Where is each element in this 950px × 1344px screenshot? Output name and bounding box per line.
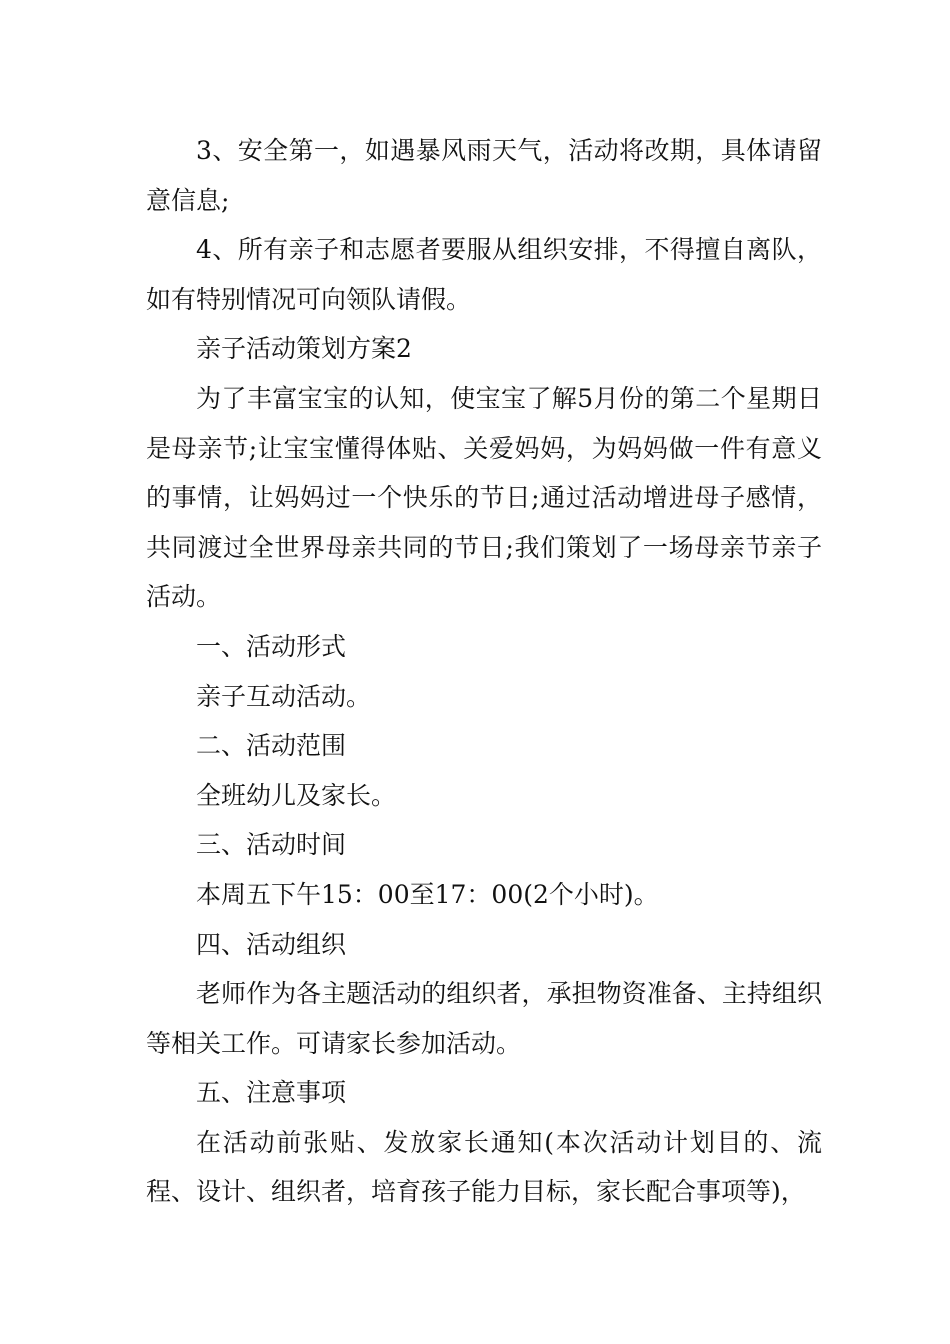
document-body <box>146 126 822 1217</box>
paragraph-activity-scope: 全班幼儿及家长。 <box>196 780 397 810</box>
paragraph-activity-form: 亲子互动活动。 <box>196 681 372 711</box>
section-title-plan-2: 亲子活动策划方案2 <box>196 334 412 364</box>
paragraph-safety-rule-4: 4、所有亲子和志愿者要服从组织安排，不得擅自离队，如有特别情况可向领队请假。 <box>146 235 822 314</box>
paragraph-activity-organization: 老师作为各主题活动的组织者，承担物资准备、主持组织等相关工作。可请家长参加活动。 <box>146 979 822 1058</box>
paragraph-activity-time: 本周五下午15：00至17：00(2个小时)。 <box>196 879 659 909</box>
paragraph-intro: 为了丰富宝宝的认知，使宝宝了解5月份的第二个星期日是母亲节;让宝宝懂得体贴、关爱妈妈，为妈妈做一件有意义的事情，让妈妈过一个快乐的节日;通过活动增进母子感情，共同渡过全世界母亲共同的节日;我们策划了一场母亲节亲子活动。 <box>146 383 822 612</box>
paragraph-safety-rule-3: 3、安全第一，如遇暴风雨天气，活动将改期，具体请留意信息; <box>146 136 822 215</box>
heading-notes: 五、注意事项 <box>196 1078 347 1108</box>
heading-activity-scope: 二、活动范围 <box>196 731 347 761</box>
heading-activity-time: 三、活动时间 <box>196 830 347 860</box>
paragraph-notes: 在活动前张贴、发放家长通知(本次活动计划目的、流程、设计、组织者，培育孩子能力目标，家长配合事项等)， <box>146 1127 822 1207</box>
heading-activity-form: 一、活动形式 <box>196 631 347 661</box>
heading-activity-organization: 四、活动组织 <box>196 929 347 959</box>
